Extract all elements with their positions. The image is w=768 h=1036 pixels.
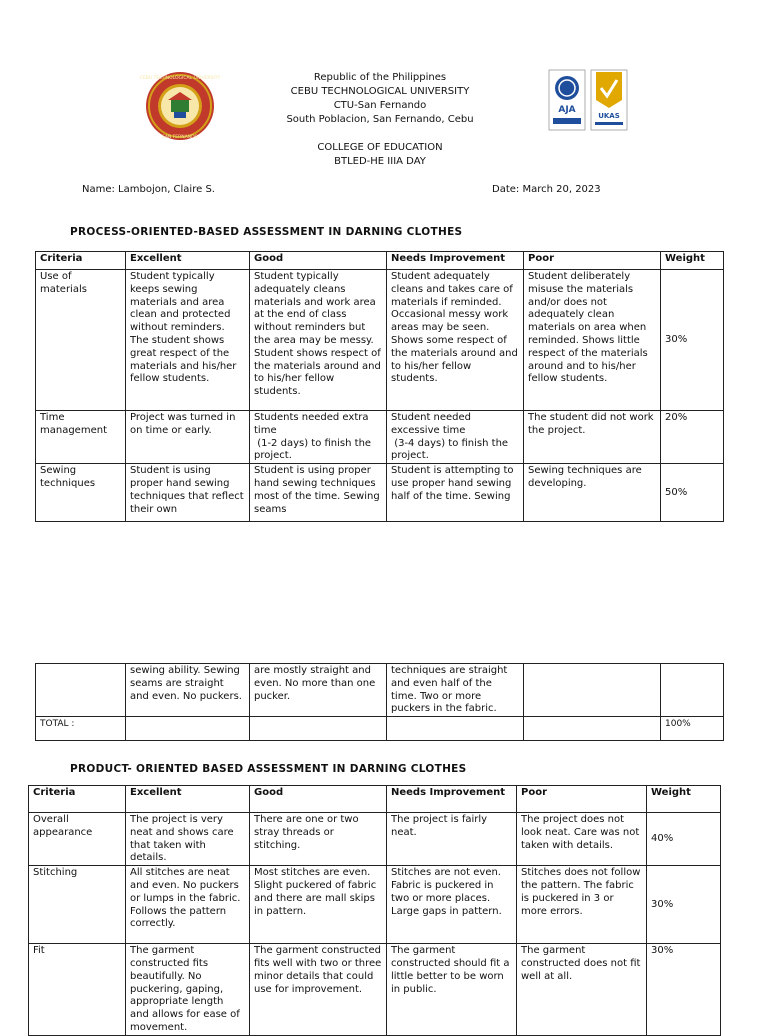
table-row <box>29 813 721 866</box>
university-seal-logo <box>139 70 221 142</box>
empty-cell <box>126 717 250 741</box>
process-assessment-title: PROCESS-ORIENTED-BASED ASSESSMENT IN DARNING CLOTHES <box>70 226 463 238</box>
table-row <box>36 411 724 464</box>
poor-cell: Student deliberately misuse the materials and/or does not adequately clean materials on area when reminded. Shows little respect of the materials around and to his/her fellow students. <box>524 270 661 411</box>
svg-text:UKAS: UKAS <box>598 112 620 120</box>
empty-cell <box>387 717 524 741</box>
header-college: COLLEGE OF EDUCATION <box>317 142 443 153</box>
col-poor: Poor <box>517 786 647 813</box>
good-cell: Most stitches are even. Slight puckered of fabric and there are mall skips in pattern. <box>250 866 387 944</box>
weight-cell: 20% <box>661 411 724 464</box>
good-cell: There are one or two stray threads or stitching. <box>250 813 387 866</box>
empty-cell <box>524 717 661 741</box>
criteria-cell: Stitching <box>29 866 126 944</box>
col-excellent: Excellent <box>126 252 250 270</box>
needs-cell: Stitches are not even. Fabric is puckered in two or more places. Large gaps in pattern. <box>387 866 517 944</box>
svg-text:AJA: AJA <box>558 105 576 115</box>
col-good: Good <box>250 252 387 270</box>
poor-cell: Sewing techniques are developing. <box>524 464 661 522</box>
product-table-wrapper <box>28 785 722 1033</box>
criteria-cell: Sewing techniques <box>36 464 126 522</box>
weight-cell: 30% <box>661 270 724 411</box>
needs-cell: techniques are straight and even half of the time. Two or more puckers in the fabric. <box>387 664 524 717</box>
header-program: BTLED-HE IIIA DAY <box>334 156 426 167</box>
criteria-cell: Fit <box>29 944 126 1036</box>
product-rubric-table <box>28 785 721 1036</box>
table-row <box>29 944 721 1036</box>
criteria-cell: Overall appearance <box>29 813 126 866</box>
weight-cell: 30% <box>647 944 721 1036</box>
product-assessment-title: PRODUCT- ORIENTED BASED ASSESSMENT IN DARNING CLOTHES <box>70 763 467 775</box>
needs-cell: Student is attempting to use proper hand sewing half of the time. Sewing <box>387 464 524 522</box>
process-rubric-table-continued <box>35 663 724 741</box>
header-republic: Republic of the Philippines <box>313 72 447 83</box>
col-good: Good <box>250 786 387 813</box>
process-rubric-table <box>35 251 724 522</box>
product-header-row <box>29 786 721 813</box>
needs-cell: Student adequately cleans and takes care of materials if reminded. Occasional messy work areas may be seen. Shows some respect of the materials around and to his/her fellow students. <box>387 270 524 411</box>
excellent-cell: Project was turned in on time or early. <box>126 411 250 464</box>
criteria-cell: Use of materials <box>36 270 126 411</box>
excellent-cell: All stitches are neat and even. No puckers or lumps in the fabric. Follows the pattern correctly. <box>126 866 250 944</box>
col-needs-improvement: Needs Improvement <box>387 252 524 270</box>
weight-cell: 50% <box>661 464 724 522</box>
poor-cell <box>524 664 661 717</box>
col-criteria: Criteria <box>36 252 126 270</box>
process-header-row <box>36 252 724 270</box>
weight-cell: 30% <box>647 866 721 944</box>
good-cell: are mostly straight and even. No more than one pucker. <box>250 664 387 717</box>
criteria-cell <box>36 664 126 717</box>
total-label: TOTAL : <box>36 717 126 741</box>
excellent-cell: Student is using proper hand sewing techniques that reflect their own <box>126 464 250 522</box>
total-row <box>36 717 724 741</box>
header-university: CEBU TECHNOLOGICAL UNIVERSITY <box>290 86 470 97</box>
assessment-date: Date: March 20, 2023 <box>492 184 601 195</box>
excellent-cell: sewing ability. Sewing seams are straight and even. No puckers. <box>126 664 250 717</box>
good-cell: Students needed extra time (1-2 days) to finish the project. <box>250 411 387 464</box>
total-value: 100% <box>661 717 724 741</box>
needs-cell: The garment constructed should fit a little better to be worn in public. <box>387 944 517 1036</box>
good-cell: Student typically adequately cleans materials and work area at the end of class without reminders but the area may be messy. Student shows respect of the materials around and to his/her fellow students. <box>250 270 387 411</box>
col-poor: Poor <box>524 252 661 270</box>
certification-logos <box>549 70 629 130</box>
col-excellent: Excellent <box>126 786 250 813</box>
needs-cell: Student needed excessive time (3-4 days) to finish the project. <box>387 411 524 464</box>
excellent-cell: Student typically keeps sewing materials and area clean and protected without reminders. The student shows great respect of the materials and his/her fellow students. <box>126 270 250 411</box>
good-cell: The garment constructed fits well with two or three minor details that could use for improvement. <box>250 944 387 1036</box>
empty-cell <box>250 717 387 741</box>
poor-cell: Stitches does not follow the pattern. The fabric is puckered in 3 or more errors. <box>517 866 647 944</box>
poor-cell: The garment constructed does not fit well at all. <box>517 944 647 1036</box>
header-campus: CTU-San Fernando <box>333 100 427 111</box>
header-address: South Poblacion, San Fernando, Cebu <box>286 114 474 125</box>
needs-cell: The project is fairly neat. <box>387 813 517 866</box>
weight-cell: 40% <box>647 813 721 866</box>
excellent-cell: The project is very neat and shows care that taken with details. <box>126 813 250 866</box>
student-name: Name: Lambojon, Claire S. <box>82 184 215 195</box>
criteria-cell: Time management <box>36 411 126 464</box>
poor-cell: The project does not look neat. Care was not taken with details. <box>517 813 647 866</box>
table-row <box>29 866 721 944</box>
table-row <box>36 464 724 522</box>
svg-text:CEBU TECHNOLOGICAL UNIVERSITY: CEBU TECHNOLOGICAL UNIVERSITY <box>139 76 221 81</box>
poor-cell: The student did not work the project. <box>524 411 661 464</box>
table-row <box>36 664 724 717</box>
table-row <box>36 270 724 411</box>
excellent-cell: The garment constructed fits beautifully. No puckering, gaping, appropriate length and allows for ease of movement. <box>126 944 250 1036</box>
col-criteria: Criteria <box>29 786 126 813</box>
school-header <box>230 71 530 169</box>
col-weight: Weight <box>647 786 721 813</box>
weight-cell <box>661 664 724 717</box>
col-weight: Weight <box>661 252 724 270</box>
svg-text:SAN FERNANDO: SAN FERNANDO <box>161 135 199 140</box>
good-cell: Student is using proper hand sewing techniques most of the time. Sewing seams <box>250 464 387 522</box>
col-needs-improvement: Needs Improvement <box>387 786 517 813</box>
